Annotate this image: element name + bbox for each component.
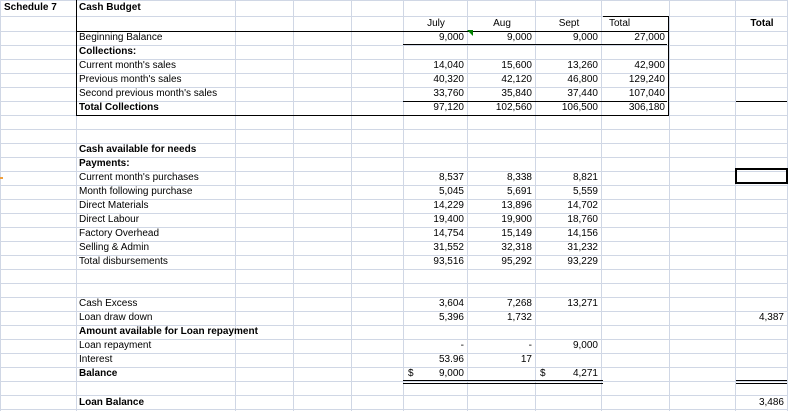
direct-labour-aug[interactable]: 19,900 [501,214,532,225]
total-disbursements-aug[interactable]: 95,292 [501,256,532,267]
direct-labour-july[interactable]: 19,400 [433,214,464,225]
following-purchase-aug[interactable]: 5,691 [506,186,532,197]
balance-label[interactable]: Balance [79,368,118,379]
cash-available-label[interactable]: Cash available for needs [79,144,197,155]
previous-month-sales-july[interactable]: 40,320 [433,74,464,85]
header-july[interactable]: July [427,18,445,29]
cash-excess-july[interactable]: 3,604 [438,298,464,309]
cash-excess-sept[interactable]: 13,271 [567,298,598,309]
total-disbursements-july[interactable]: 93,516 [433,256,464,267]
balance-july[interactable]: 9,000 [438,368,464,379]
loan-balance-total[interactable]: 3,486 [758,397,784,408]
interest-aug[interactable]: 17 [520,354,532,365]
beginning-balance-sept[interactable]: 9,000 [572,32,598,43]
current-purchases-july[interactable]: 8,537 [438,172,464,183]
balance-july-currency: $ [408,368,414,379]
interest-july[interactable]: 53.96 [438,354,464,365]
loan-repayment-label[interactable]: Loan repayment [79,340,152,351]
previous-month-sales-total[interactable]: 129,240 [628,74,665,85]
current-month-sales-label[interactable]: Current month's sales [79,60,176,71]
direct-labour-sept[interactable]: 18,760 [567,214,598,225]
total-disbursements-sept[interactable]: 93,229 [567,256,598,267]
beginning-balance-label[interactable]: Beginning Balance [79,32,163,43]
current-purchases-aug[interactable]: 8,338 [506,172,532,183]
collections-section-label[interactable]: Collections: [79,46,137,57]
factory-overhead-aug[interactable]: 15,149 [501,228,532,239]
previous-month-sales-aug[interactable]: 42,120 [501,74,532,85]
amount-available-label[interactable]: Amount available for Loan repayment [79,326,258,337]
loan-repayment-sept[interactable]: 9,000 [572,340,598,351]
following-purchase-sept[interactable]: 5,559 [572,186,598,197]
factory-overhead-sept[interactable]: 14,156 [567,228,598,239]
direct-materials-sept[interactable]: 14,702 [567,200,598,211]
direct-labour-label[interactable]: Direct Labour [79,214,140,225]
second-previous-sales-sept[interactable]: 37,440 [567,88,598,99]
current-purchases-sept[interactable]: 8,821 [572,172,598,183]
current-month-sales-sept[interactable]: 13,260 [567,60,598,71]
direct-materials-aug[interactable]: 13,896 [501,200,532,211]
header-total-inner[interactable]: Total [609,18,631,29]
current-month-sales-total[interactable]: 42,900 [634,60,665,71]
loan-draw-down-aug[interactable]: 1,732 [506,312,532,323]
beginning-balance-aug[interactable]: 9,000 [506,32,532,43]
second-previous-sales-total[interactable]: 107,040 [628,88,665,99]
beginning-balance-july[interactable]: 9,000 [438,32,464,43]
selling-admin-aug[interactable]: 32,318 [501,242,532,253]
interest-label[interactable]: Interest [79,354,113,365]
second-previous-sales-july[interactable]: 33,760 [433,88,464,99]
second-previous-sales-aug[interactable]: 35,840 [501,88,532,99]
direct-materials-label[interactable]: Direct Materials [79,200,149,211]
previous-month-sales-sept[interactable]: 46,800 [567,74,598,85]
balance-sept-currency: $ [540,368,546,379]
header-total-outer[interactable]: Total [750,18,774,29]
sheet-title[interactable]: Cash Budget [79,2,141,13]
header-sept[interactable]: Sept [558,18,580,29]
previous-month-sales-label[interactable]: Previous month's sales [79,74,182,85]
direct-materials-july[interactable]: 14,229 [433,200,464,211]
cash-excess-aug[interactable]: 7,268 [506,298,532,309]
current-month-sales-july[interactable]: 14,040 [433,60,464,71]
total-collections-aug[interactable]: 102,560 [495,102,532,113]
following-purchase-label[interactable]: Month following purchase [79,186,193,197]
total-collections-label[interactable]: Total Collections [79,102,159,113]
cash-excess-label[interactable]: Cash Excess [79,298,138,309]
balance-sept[interactable]: 4,271 [572,368,598,379]
current-purchases-label[interactable]: Current month's purchases [79,172,199,183]
total-collections-total[interactable]: 306,180 [628,102,665,113]
selling-admin-july[interactable]: 31,552 [433,242,464,253]
loan-draw-down-label[interactable]: Loan draw down [79,312,153,323]
second-previous-sales-label[interactable]: Second previous month's sales [79,88,218,99]
factory-overhead-label[interactable]: Factory Overhead [79,228,160,239]
selling-admin-label[interactable]: Selling & Admin [79,242,150,253]
loan-balance-label[interactable]: Loan Balance [79,397,145,408]
loan-draw-down-total[interactable]: 4,387 [758,312,784,323]
schedule-label[interactable]: Schedule 7 [4,2,57,13]
total-disbursements-label[interactable]: Total disbursements [79,256,168,267]
payments-section-label[interactable]: Payments: [79,158,130,169]
current-month-sales-aug[interactable]: 15,600 [501,60,532,71]
factory-overhead-july[interactable]: 14,754 [433,228,464,239]
beginning-balance-total[interactable]: 27,000 [634,32,665,43]
following-purchase-july[interactable]: 5,045 [438,186,464,197]
loan-draw-down-july[interactable]: 5,396 [438,312,464,323]
loan-repayment-july[interactable]: - [460,340,464,351]
header-aug[interactable]: Aug [493,18,511,29]
selling-admin-sept[interactable]: 31,232 [567,242,598,253]
loan-repayment-aug[interactable]: - [528,340,532,351]
total-collections-sept[interactable]: 106,500 [561,102,598,113]
total-collections-july[interactable]: 97,120 [433,102,464,113]
